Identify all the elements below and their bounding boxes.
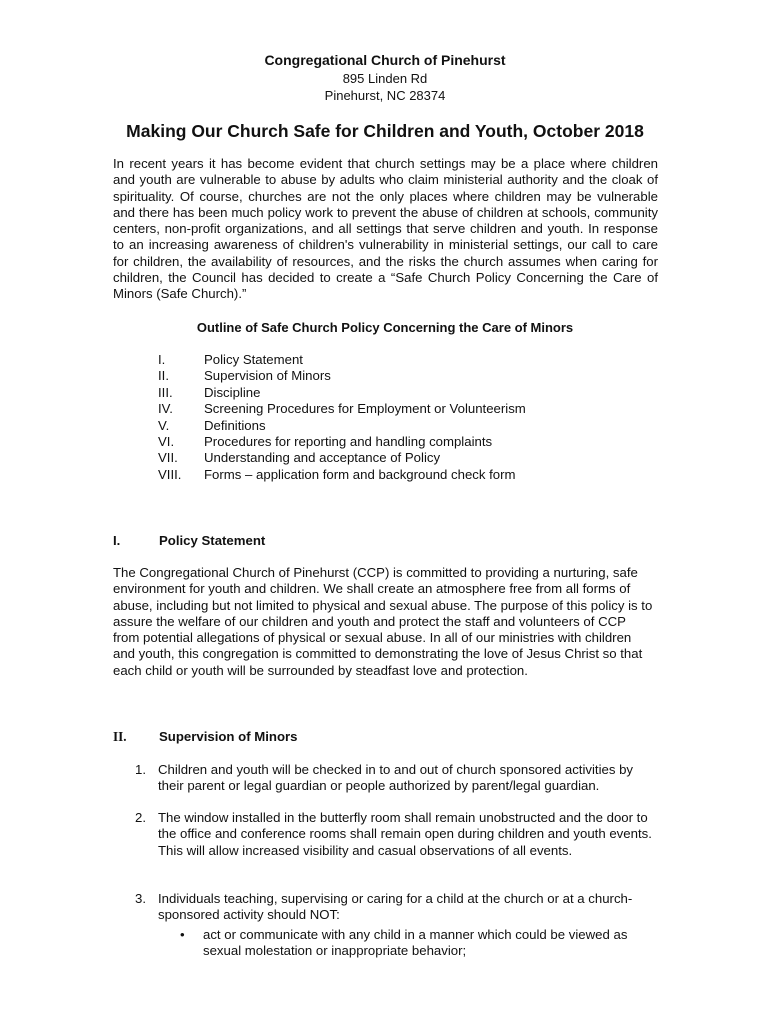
address-line-2: Pinehurst, NC 28374 — [324, 88, 446, 103]
outline-item — [158, 450, 526, 466]
outline-item-text: Policy Statement — [204, 352, 303, 367]
outline-item-number: VI. — [158, 434, 175, 450]
outline-item-text: Forms – application form and background check form — [204, 466, 516, 482]
outline-item-text: Screening Procedures for Employment or Volunteerism — [204, 401, 526, 417]
section-2-title: Supervision of Minors — [159, 729, 298, 744]
list-item-number: 2. — [135, 810, 146, 825]
outline-item-text: Supervision of Minors — [204, 368, 331, 384]
outline-item — [158, 385, 526, 401]
section-2-heading — [113, 729, 297, 745]
outline-item-number: V. — [158, 417, 170, 433]
church-name: Congregational Church of Pinehurst — [264, 52, 506, 68]
list-item-number: 1. — [135, 762, 146, 777]
list-item-text: Children and youth will be checked in to and out of church sponsored activities by their parent or legal guardian or people authorized by parent/legal guardian. — [158, 762, 634, 794]
outline-item-number: VIII. — [158, 466, 182, 482]
section-2-number: II. — [113, 729, 127, 744]
section-1-title: Policy Statement — [159, 533, 266, 548]
bullet-icon: • — [180, 927, 185, 942]
bullet-item — [180, 927, 660, 960]
list-item — [135, 891, 655, 924]
section-1-number: I. — [113, 533, 121, 548]
outline-title: Outline of Safe Church Policy Concerning the Care of Minors — [196, 320, 574, 335]
list-item — [135, 810, 655, 859]
outline-item — [158, 401, 526, 417]
outline-item-number: I. — [158, 352, 166, 367]
outline-item — [158, 434, 526, 450]
outline-item-number: II. — [158, 368, 169, 384]
outline-item-text: Understanding and acceptance of Policy — [204, 450, 441, 466]
outline-item-text: Definitions — [204, 417, 266, 433]
bullet-text: act or communicate with any child in a manner which could be viewed as sexual molestation or inappropriate behavior; — [203, 927, 628, 959]
outline-list — [158, 352, 526, 483]
list-item-text: Individuals teaching, supervising or caring for a child at the church or at a church-sponsored activity should NOT: — [158, 891, 633, 923]
outline-item-text: Discipline — [204, 384, 261, 400]
outline-item-number: III. — [158, 384, 173, 400]
outline-item — [158, 352, 526, 368]
list-item — [135, 762, 655, 795]
document-title: Making Our Church Safe for Children and Youth, October 2018 — [126, 121, 644, 141]
outline-item — [158, 467, 526, 483]
outline-item-number: IV. — [158, 401, 173, 417]
outline-item-number: VII. — [158, 450, 178, 466]
list-item-number: 3. — [135, 891, 146, 906]
section-1-heading — [113, 533, 265, 549]
address-line-1: 895 Linden Rd — [342, 71, 428, 86]
outline-item — [158, 418, 526, 434]
outline-item — [158, 368, 526, 384]
intro-paragraph: In recent years it has become evident that church settings may be a place where children and youth are vulnerable to abuse by adults who claim ministerial authority and the cloak of spirituality. Of course, churches are not the only places where children may be vulnerable and there has been much policy work to prevent the abuse of children at schools, community centers, non-profit organizations, and all settings that serve children and youth. In response to an increasing awareness of children's vulnerability in ministerial settings, our call to care for children, the availability of resources, and the risks the church assumes when caring for children, the Council has decided to create a “Safe Church Policy Concerning the Care of Minors (Safe Church).” — [113, 156, 658, 302]
list-item-text: The window installed in the butterfly room shall remain unobstructed and the door to the office and conference rooms shall remain open during children and youth events. This will allow increased visibility and casual observations of all events. — [158, 810, 652, 858]
policy-statement-paragraph: The Congregational Church of Pinehurst (CCP) is committed to providing a nurturing, safe environment for youth and children. We shall create an atmosphere free from all forms of abuse, including but not limited to physical and sexual abuse. The purpose of this policy is to assure the welfare of our children and youth and protect the staff and volunteers of CCP from potential allegations of physical or sexual abuse. In all of our ministries with children and youth, this congregation is committed to demonstrating the love of Jesus Christ so that each child or youth will be surrounded by steadfast love and protection. — [113, 565, 653, 678]
outline-item-text: Procedures for reporting and handling complaints — [204, 434, 493, 450]
